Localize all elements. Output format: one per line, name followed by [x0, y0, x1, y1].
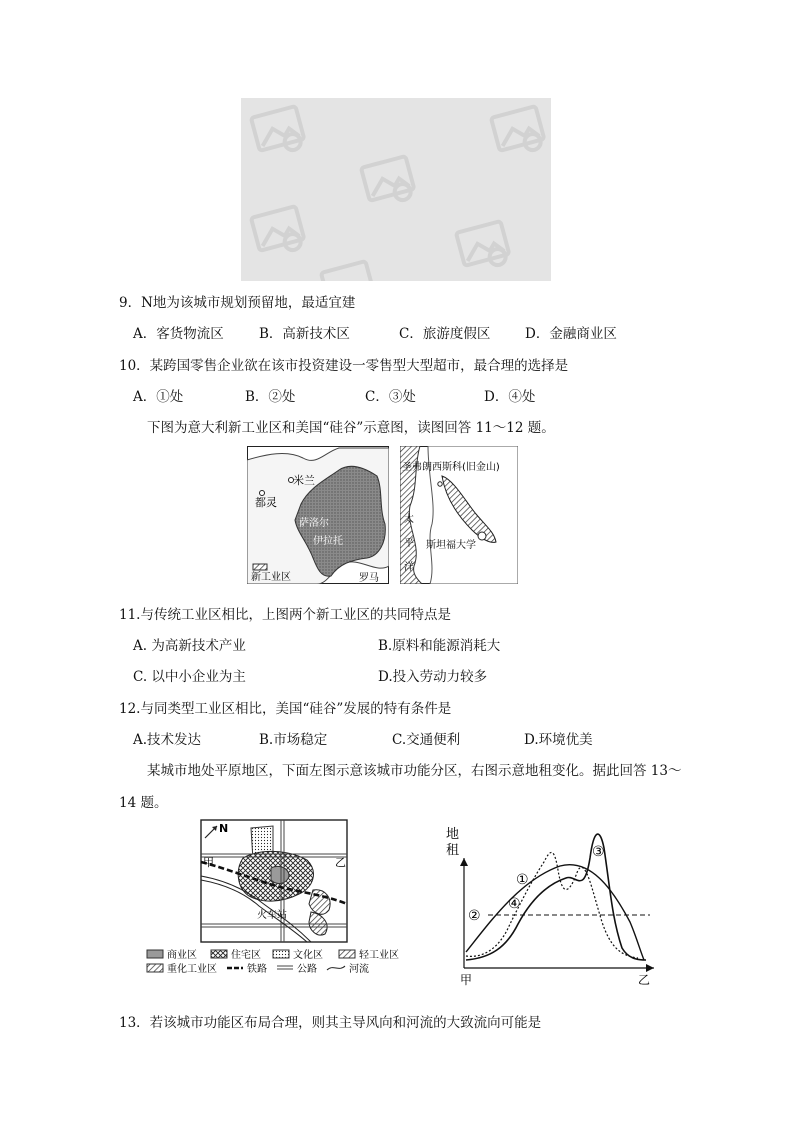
label-milan: 米兰: [293, 474, 315, 487]
legend-heavy-industry: 重化工业区: [167, 964, 217, 975]
marker-2: ②: [468, 908, 481, 924]
label-ping: 平: [404, 538, 414, 549]
italy-map: [247, 446, 389, 584]
q12-option-c[interactable]: C.交通便利: [392, 732, 461, 748]
label-rome: 罗马: [359, 573, 379, 584]
q12-stem: 12.与同类型工业区相比，美国“硅谷”发展的特有条件是: [119, 701, 452, 717]
label-turin: 都灵: [255, 496, 277, 509]
q10-stem: 10．某跨国零售企业欲在该市投资建设一零售型大型超市，最合理的选择是: [119, 358, 569, 374]
legend-road: 公路: [297, 964, 317, 975]
q11-option-c[interactable]: C. 以中小企业为主: [133, 669, 246, 685]
university-icon: [478, 532, 486, 540]
q11-stem: 11.与传统工业区相比，上图两个新工业区的共同特点是: [119, 607, 451, 623]
q12-option-a[interactable]: A.技术发达: [133, 732, 202, 748]
intro-11-12: 下图为意大利新工业区和美国“硅谷”示意图，读图回答 11～12 题。: [147, 420, 555, 436]
legend-river: 河流: [349, 964, 369, 975]
x-start-label: 甲: [460, 973, 473, 987]
curve-1: [466, 865, 644, 960]
q11-option-a[interactable]: A. 为高新技术产业: [133, 638, 246, 654]
q12-option-b[interactable]: B.市场稳定: [259, 732, 328, 748]
label-b: 伊拉托: [313, 536, 343, 547]
label-new-industrial: 新工业区: [251, 572, 291, 583]
land-rent-chart: [440, 818, 660, 988]
label-a: 萨洛尔: [299, 518, 329, 529]
marker-3: ③: [592, 844, 605, 860]
q13-stem: 13．若该城市功能区布局合理，则其主导风向和河流的大致流向可能是: [119, 1015, 542, 1031]
q10-option-d[interactable]: D．④处: [484, 389, 536, 405]
q9-option-b[interactable]: B．高新技术区: [259, 326, 350, 342]
intro-13-14-line1: 某城市地处平原地区，下面左图示意该城市功能分区，右图示意地租变化。据此回答 13～: [147, 763, 682, 779]
label-tai: 太: [404, 514, 414, 525]
label-jia: 甲: [203, 856, 214, 869]
q12-option-d[interactable]: D.环境优美: [524, 732, 593, 748]
q10-option-a[interactable]: A．①处: [133, 389, 184, 405]
curve-3: [466, 834, 646, 960]
marker-4: ④: [508, 896, 521, 912]
legend-residential: 住宅区: [231, 950, 261, 961]
label-yang: 洋: [404, 562, 414, 573]
legend-culture: 文化区: [293, 950, 323, 961]
q9-option-d[interactable]: D．金融商业区: [525, 326, 617, 342]
rent-ylabel-2: 租: [446, 843, 460, 858]
label-sf: 圣弗朗西斯科(旧金山): [402, 462, 500, 473]
q9-option-c[interactable]: C．旅游度假区: [399, 326, 491, 342]
silicon-valley-map: [400, 446, 518, 584]
label-yi: 乙: [335, 856, 346, 869]
legend-railway: 铁路: [247, 964, 267, 975]
marker-1: ①: [516, 872, 529, 888]
rent-ylabel-1: 地: [446, 827, 460, 842]
q11-option-b[interactable]: B.原料和能源消耗大: [378, 638, 501, 654]
image-placeholder: [241, 98, 551, 281]
city-dot-icon: [260, 491, 265, 496]
legend-swatch: [253, 564, 267, 570]
placeholder-image-icon: [241, 98, 551, 281]
legend-light-industry: 轻工业区: [359, 950, 399, 961]
q10-option-c[interactable]: C．③处: [365, 389, 416, 405]
city-dot-icon: [438, 482, 442, 486]
x-end-label: 乙: [638, 973, 651, 987]
q9-option-a[interactable]: A．客货物流区: [133, 326, 224, 342]
legend-commercial: 商业区: [167, 950, 197, 961]
city-function-map: [143, 818, 433, 978]
q11-option-d[interactable]: D.投入劳动力较多: [378, 669, 488, 685]
intro-13-14-line2: 14 题。: [119, 795, 168, 811]
label-stanford: 斯坦福大学: [426, 540, 476, 551]
q9-stem: 9．N地为该城市规划预留地，最适宜建: [119, 295, 356, 311]
north-label: N: [219, 822, 229, 835]
q10-option-b[interactable]: B．②处: [245, 389, 296, 405]
label-station: 火车站: [257, 910, 287, 921]
